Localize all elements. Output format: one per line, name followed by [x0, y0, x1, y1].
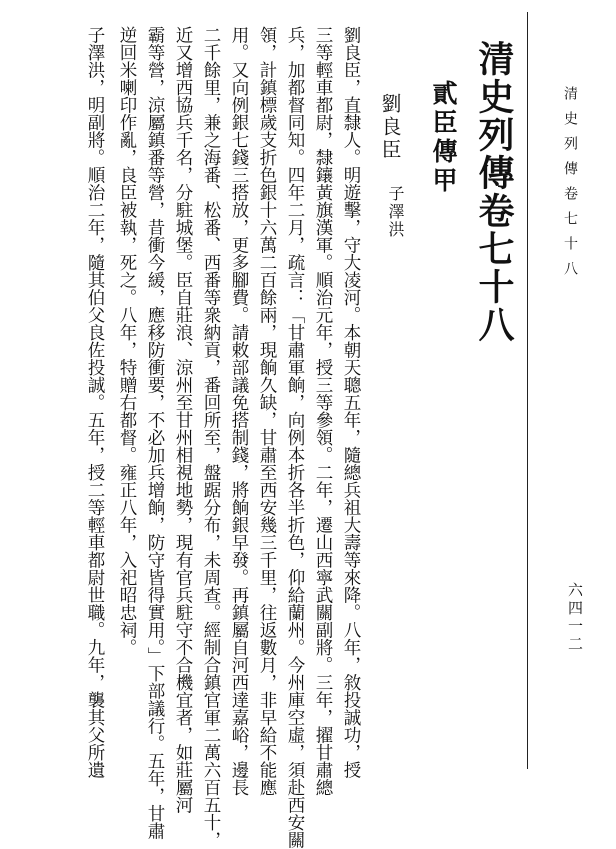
frame-rule	[527, 12, 528, 769]
body-column: 近又增西協兵千名，分駐城堡。臣自莊浪、涼州至甘州相視地勢，現有官兵駐守不合機宜者，如莊屬河	[173, 26, 193, 814]
body-column: 兵，加都督同知。四年二月，疏言：「甘肅軍餉，向例本折各半折色，仰給蘭州。今州庫空虛，須赴西安關	[285, 26, 305, 849]
entry-name-son: 子澤洪	[386, 185, 405, 239]
section-title: 貳臣傳甲	[429, 80, 458, 196]
running-header: 清史列傳卷七十八	[562, 86, 578, 286]
body-column: 三等輕車都尉，隸鑲黃旗漢軍。順治元年，授三等參領。二年，遷山西寧武關副將。三年，擢甘肅總	[313, 26, 333, 796]
chapter-title: 清史列傳卷七十八	[473, 40, 515, 344]
body-column: 逆回米喇印作亂，良臣被執，死之。八年，特贈右都督。雍正八年，入祀昭忠祠。	[117, 26, 137, 656]
body-column: 領，計鎮標歲支折色銀十六萬二百餘兩，現餉久缺，甘肅至西安幾三千里，往返數月，非早給不能應	[257, 26, 277, 796]
entry-name: 劉良臣	[378, 93, 402, 162]
body-column: 霸等營，涼屬鎮番等營，昔衝今緩，應移防衝要，不必加兵增餉，防守皆得實用。」下部議行。五年，甘肅	[145, 26, 165, 840]
body-column: 二千餘里，兼之海番、松番、西番等衆納貢，番回所至，盤踞分布，未周查。經制合鎮官軍二萬六百五十，	[201, 26, 221, 849]
page-number: 六四一二	[566, 582, 584, 654]
body-column: 子澤洪，明副將。順治二年，隨其伯父良佐投誠。五年，授二等輕車都尉世職。九年，襲其父所遺	[85, 26, 105, 779]
body-column: 劉良臣，直隸人。明遊擊，守大凌河。本朝天聰五年，隨總兵祖大壽等來降。八年，敘投誠功，授	[341, 26, 361, 779]
body-column: 用。又向例銀七錢三搭放，更多腳費。請敕部議免搭制錢，將餉銀早發。再鎮屬自河西達嘉峪，邊長	[229, 26, 249, 796]
